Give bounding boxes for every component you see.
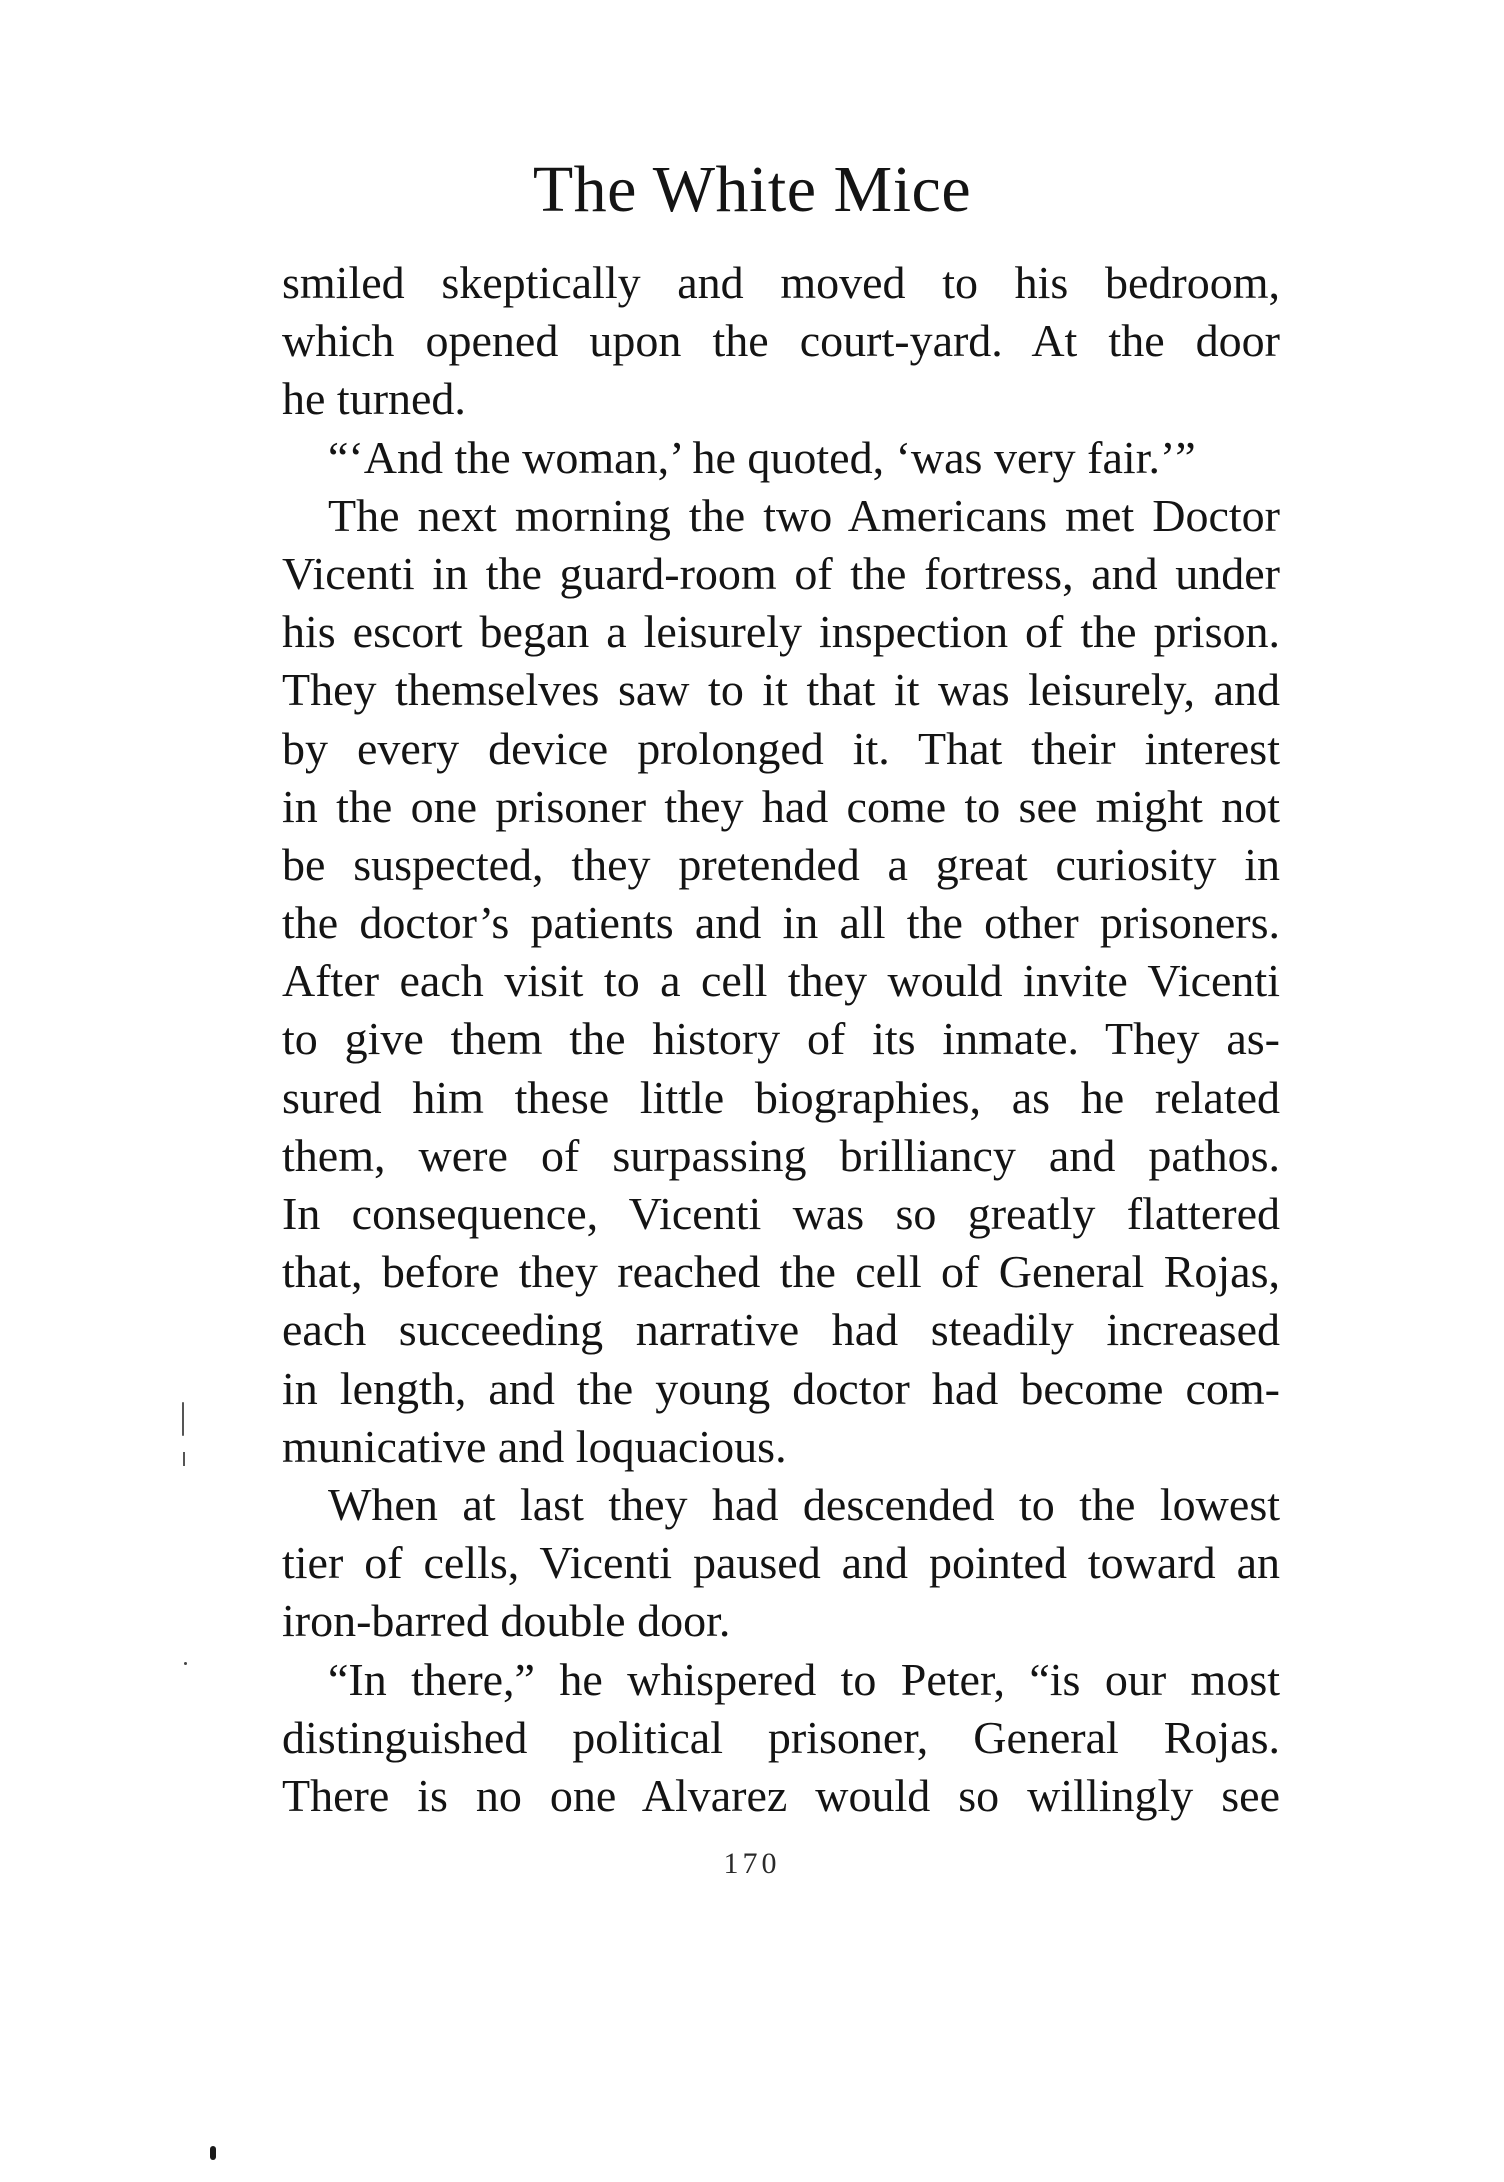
text-line: The next morning the two Americans met Doctor (328, 489, 1280, 541)
page-number: 170 (723, 1847, 781, 1880)
text-line: to give them the history of its inmate. They as- (282, 1013, 1280, 1065)
text-line: that, before they reached the cell of General Rojas, (282, 1246, 1280, 1298)
text-line: “‘And the woman,’ he quoted, ‘was very fair.’” (328, 431, 1196, 483)
text-line: In consequence, Vicenti was so greatly flattered (282, 1188, 1280, 1239)
text-line: tier of cells, Vicenti paused and pointed toward an (282, 1537, 1280, 1589)
text-line: After each visit to a cell they would invite Vicenti (282, 955, 1280, 1007)
text-line: which opened upon the court-yard. At the door (282, 315, 1280, 367)
ink-speck (210, 2146, 216, 2160)
text-line: iron-barred double door. (282, 1595, 731, 1647)
text-line: When at last they had descended to the lowest (328, 1478, 1280, 1530)
margin-speck (182, 1402, 184, 1436)
text-line: the doctor’s patients and in all the other prisoners. (282, 897, 1280, 949)
text-line: sured him these little biographies, as he related (282, 1071, 1280, 1123)
text-line: smiled skeptically and moved to his bedroom, (282, 257, 1280, 308)
body-text (282, 254, 1280, 1825)
text-line: each succeeding narrative had steadily increased (282, 1304, 1280, 1356)
text-line: them, were of surpassing brilliancy and pathos. (282, 1129, 1280, 1181)
text-line: by every device prolonged it. That their interest (282, 722, 1280, 774)
text-line: Vicenti in the guard-room of the fortress, and under (282, 547, 1280, 599)
margin-speck (184, 1662, 187, 1665)
text-line: municative and loquacious. (282, 1420, 787, 1472)
text-line: distinguished political prisoner, General Rojas. (282, 1711, 1280, 1763)
text-line: his escort began a leisurely inspection of the prison. (282, 606, 1280, 658)
margin-speck (183, 1452, 185, 1466)
text-line: They themselves saw to it that it was leisurely, and (282, 664, 1280, 716)
text-line: “In there,” he whispered to Peter, “is our most (328, 1653, 1280, 1705)
text-line: There is no one Alvarez would so willingly see (282, 1769, 1280, 1821)
text-line: in the one prisoner they had come to see might not (282, 780, 1280, 832)
running-head: The White Mice (532, 153, 972, 226)
text-line: be suspected, they pretended a great curiosity in (282, 838, 1280, 890)
text-line: in length, and the young doctor had become com- (282, 1362, 1280, 1414)
text-line: he turned. (282, 373, 466, 425)
